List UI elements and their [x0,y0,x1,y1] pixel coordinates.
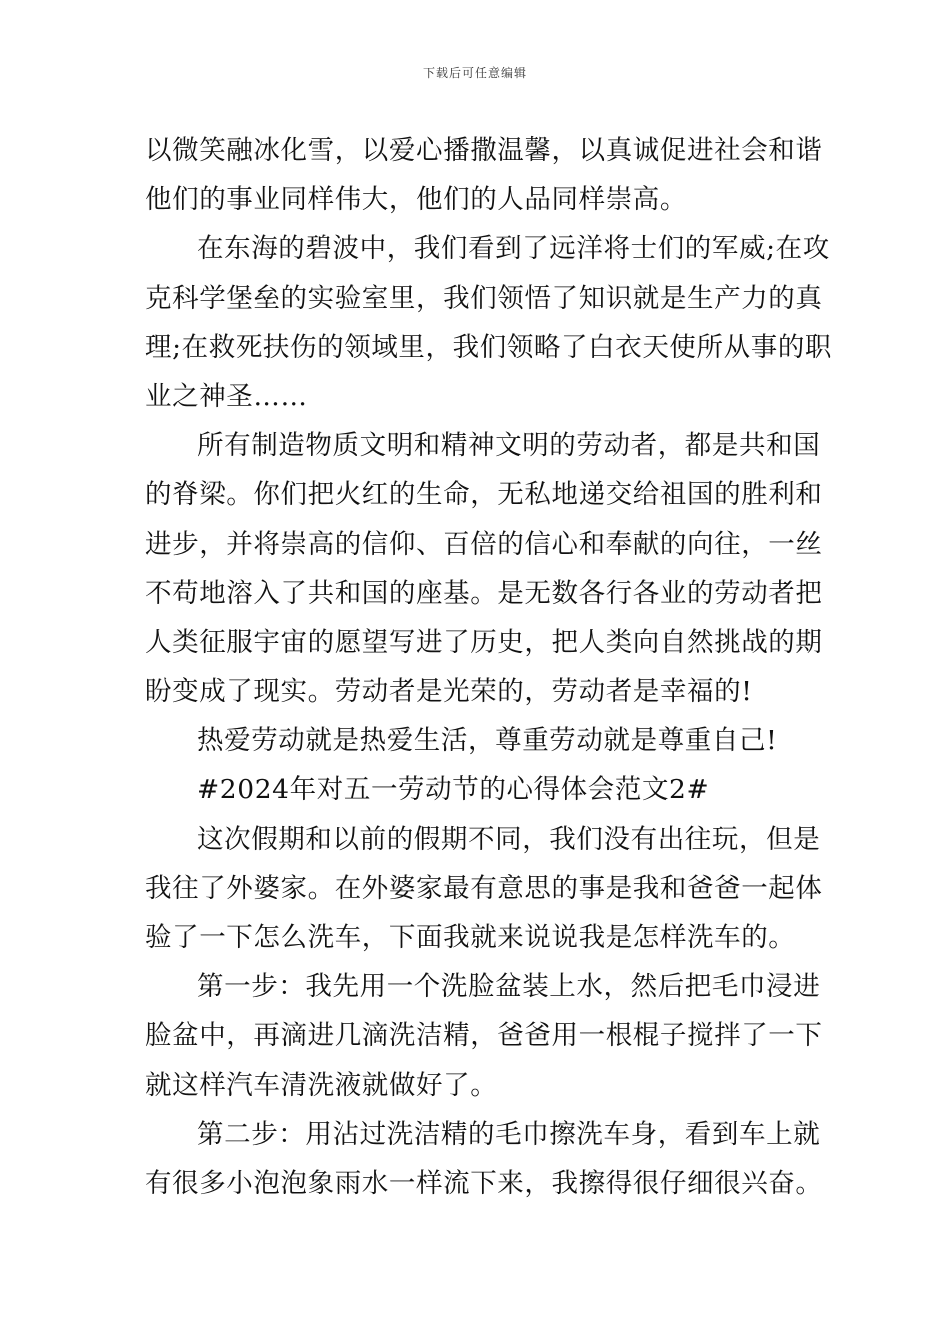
text-line: 他们的事业同样伟大，他们的人品同样崇高。 [145,184,687,216]
text-line: 以微笑融冰化雪，以爱心播撒温馨，以真诚促进社会和谐 [145,135,823,166]
text-line: 验了一下怎么洗车，下面我就来说说我是怎样洗车的。 [145,922,796,953]
paragraph-start-line: 所有制造物质文明和精神文明的劳动者，都是共和国 [197,430,821,462]
text-line: 有很多小泡泡象雨水一样流下来，我擦得很仔细很兴奋。 [145,1167,823,1199]
text-line: 业之神圣…… [145,380,308,412]
text-line: 脸盆中，再滴进几滴洗洁精，爸爸用一根棍子搅拌了一下 [145,1020,823,1052]
paragraph-start-line: 第一步：我先用一个洗脸盆装上水，然后把毛巾浸进 [197,971,821,1003]
document-body [145,126,833,1208]
text-line: 进步，并将崇高的信仰、百倍的信心和奉献的向往，一丝 [145,528,823,560]
text-line: 我往了外婆家。在外婆家最有意思的事是我和爸爸一起体 [145,872,823,904]
text-line: 就这样汽车清洗液就做好了。 [145,1069,498,1101]
text-line: 不苟地溶入了共和国的座基。是无数各行各业的劳动者把 [145,577,823,609]
paragraph-start-line: 第二步：用沾过洗洁精的毛巾擦洗车身，看到车上就 [197,1118,821,1150]
header-note: 下载后可任意编辑 [422,66,527,80]
text-line: 理;在救死扶伤的领域里，我们领略了白衣天使所从事的职 [145,331,833,363]
text-line: 的脊梁。你们把火红的生命，无私地递交给祖国的胜利和 [145,479,823,511]
paragraph-start-line: 这次假期和以前的假期不同，我们没有出往玩，但是 [197,823,821,855]
paragraph-start-line: 热爱劳动就是热爱生活，尊重劳动就是尊重自己! [197,725,778,757]
text-line: 人类征服宇宙的愿望写进了历史，把人类向自然挑战的期 [145,626,823,658]
text-line: 盼变成了现实。劳动者是光荣的，劳动者是幸福的! [145,676,753,708]
text-line: 克科学堡垒的实验室里，我们领悟了知识就是生产力的真 [145,282,823,314]
section-heading: #2024年对五一劳动节的心得体会范文2# [197,774,710,806]
paragraph-start-line: 在东海的碧波中，我们看到了远洋将士们的军威;在攻 [197,233,830,265]
